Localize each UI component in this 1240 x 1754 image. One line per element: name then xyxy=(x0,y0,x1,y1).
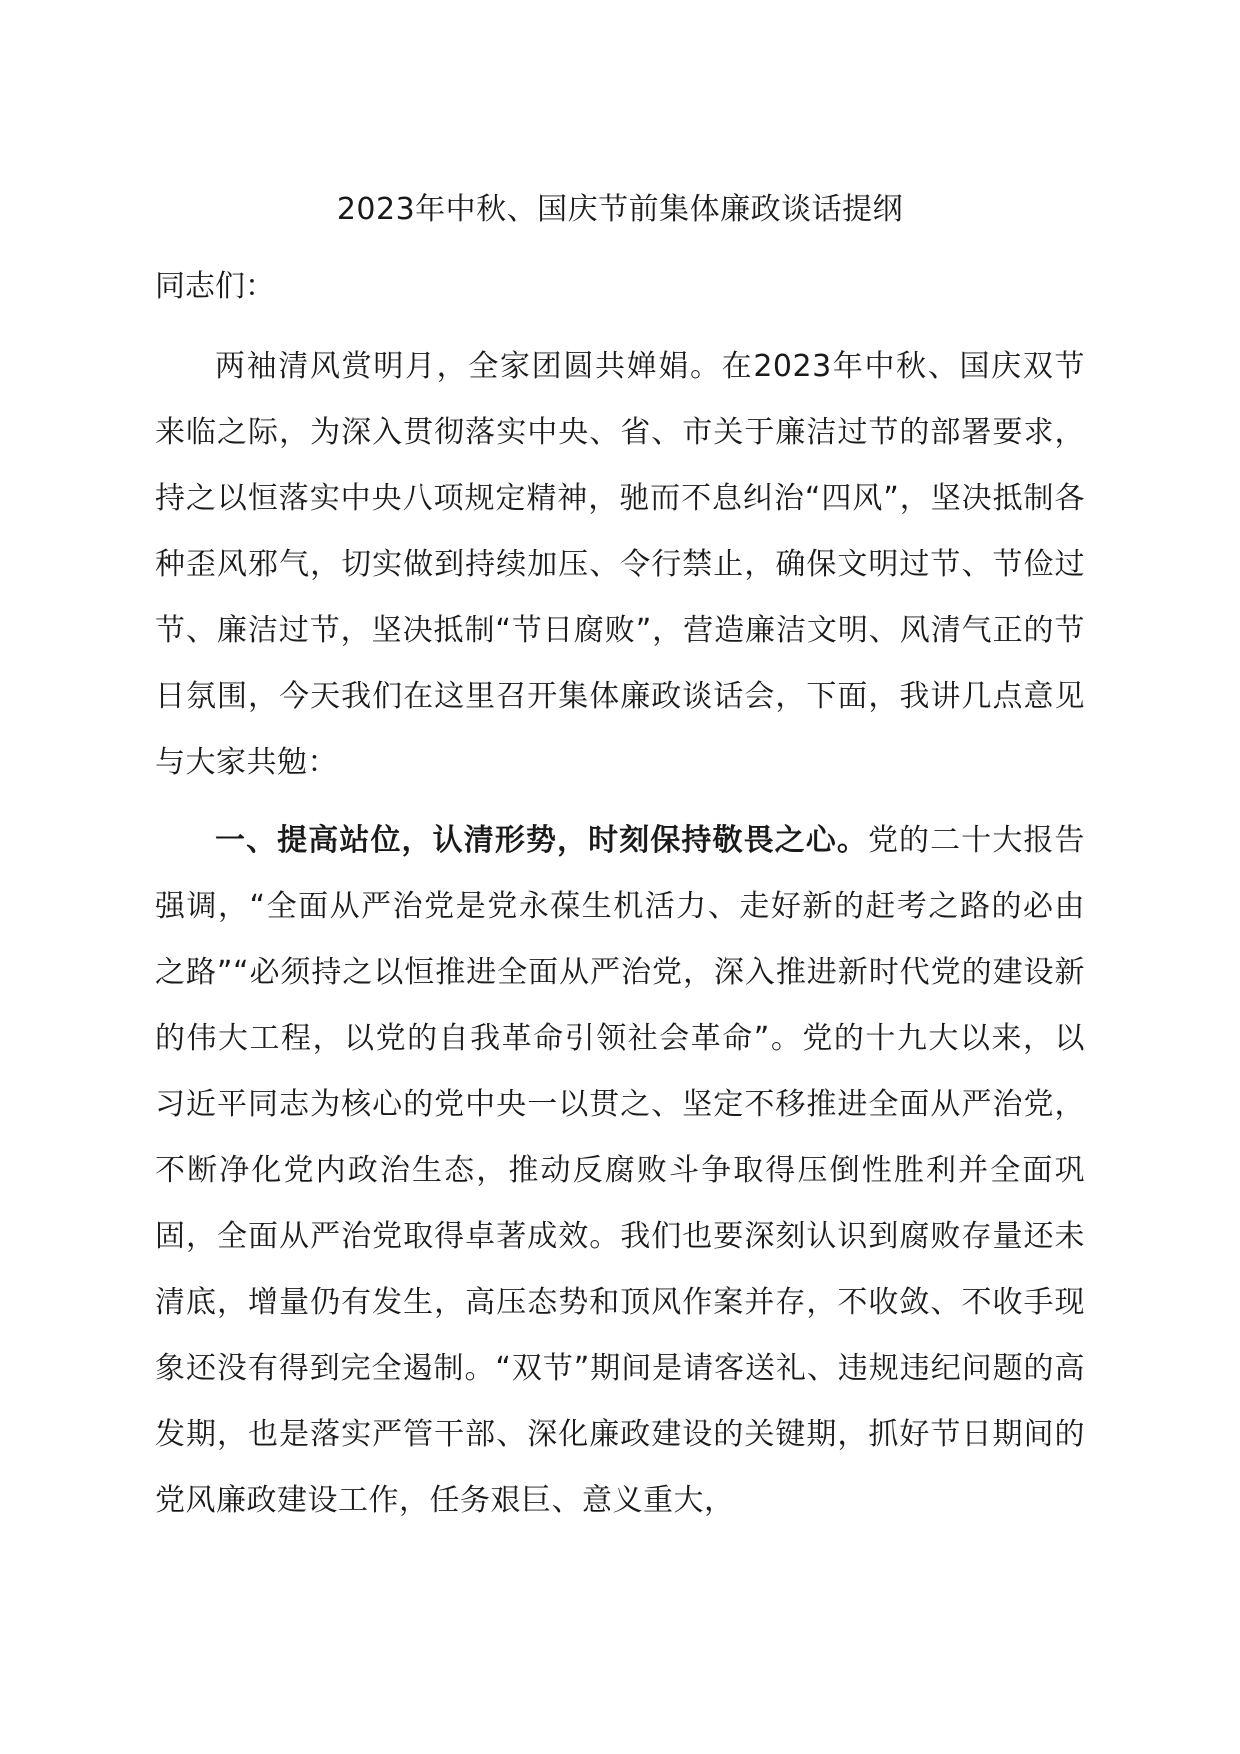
section-1-heading: 一、提高站位，认清形势，时刻保持敬畏之心。 xyxy=(215,823,868,858)
paragraph-intro xyxy=(155,334,1085,796)
document-title: 2023年中秋、国庆节前集体廉政谈话提纲 xyxy=(336,192,904,227)
paragraph-intro-text: 两袖清风赏明月，全家团圆共婵娟。在2023年中秋、国庆双节来临之际，为深入贯彻落实中央、省、市关于廉洁过节的部署要求，持之以恒落实中央八项规定精神，驰而不息纠治“四风”，坚决抵制各种歪风邪气，切实做到持续加压、令行禁止，确保文明过节、节俭过节、廉洁过节，坚决抵制“节日腐败”，营造廉洁文明、风清气正的节日氛围，今天我们在这里召开集体廉政谈话会，下面，我讲几点意见与大家共勉： xyxy=(155,349,1085,780)
greeting: 同志们： xyxy=(155,269,275,304)
paragraph-section-1 xyxy=(155,808,1085,1534)
section-1-text: 党的二十大报告强调，“全面从严治党是党永葆生机活力、走好新的赶考之路的必由之路”“必须持之以恒推进全面从严治党，深入推进新时代党的建设新的伟大工程，以党的自我革命引领社会革命”。党的十九大以来，以习近平同志为核心的党中央一以贯之、坚定不移推进全面从严治党，不断净化党内政治生态，推动反腐败斗争取得压倒性胜利并全面巩固，全面从严治党取得卓著成效。我们也要深刻认识到腐败存量还未清底，增量仍有发生，高压态势和顶风作案并存，不收敛、不收手现象还没有得到完全遏制。“双节”期间是请客送礼、违规违纪问题的高发期，也是落实严管干部、深化廉政建设的关键期，抓好节日期间的党风廉政建设工作，任务艰巨、意义重大， xyxy=(155,823,1086,1518)
document-body xyxy=(155,190,1085,1546)
